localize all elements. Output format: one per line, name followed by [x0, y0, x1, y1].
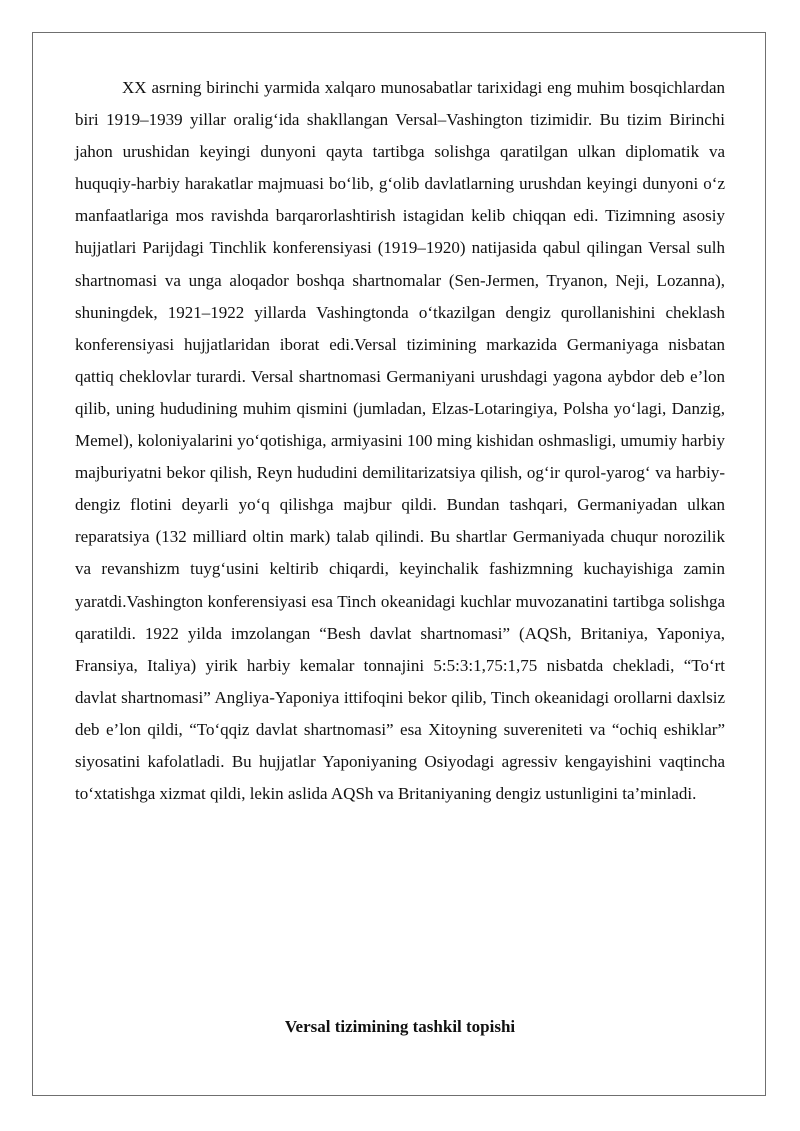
section-heading: Versal tizimining tashkil topishi	[284, 1017, 516, 1036]
body-paragraph: XX asrning birinchi yarmida xalqaro munosabatlar tarixidagi eng muhim bosqichlardan biri 1919–1939 yillar oralig‘ida shakllangan Versal–Vashington tizimidir. Bu tizim Birinchi jahon urushidan keyingi dunyoni qayta tartibga solishga qaratilgan ulkan diplomatik va huquqiy-harbiy harakatlar majmuasi bo‘lib, g‘olib davlatlarning urushdan keyingi dunyoni o‘z manfaatlariga mos ravishda barqarorlashtirish istagidan kelib chiqqan edi. Tizimning asosiy hujjatlari Parijdagi Tinchlik konferensiyasi (1919–1920) natijasida qabul qilingan Versal sulh shartnomasi va unga aloqador boshqa shartnomalar (Sen-Jermen, Tryanon, Neji, Lozanna), shuningdek, 1921–1922 yillarda Vashingtonda o‘tkazilgan dengiz qurollanishini cheklash konferensiyasi hujjatlaridan iborat edi.Versal tizimining markazida Germaniyaga nisbatan qattiq cheklovlar turardi. Versal shartnomasi Germaniyani urushdagi yagona aybdor deb e’lon qilib, uning hududining muhim qismini (jumladan, Elzas-Lotaringiya, Polsha yo‘lagi, Danzig, Memel), koloniyalarini yo‘qotishiga, armiyasini 100 ming kishidan oshmasligi, umumiy harbiy majburiyatni bekor qilish, Reyn hududini demilitarizatsiya qilish, og‘ir qurol-yarog‘ va harbiy-dengiz flotini deyarli yo‘q qilishga majbur qildi. Bundan tashqari, Germaniyadan ulkan reparatsiya (132 milliard oltin mark) talab qilindi. Bu shartlar Germaniyada chuqur norozilik va revanshizm tuyg‘usini keltirib chiqardi, keyinchalik fashizmning kuchayishiga zamin yaratdi.Vashington konferensiyasi esa Tinch okeanidagi kuchlar muvozanatini tartibga solishga qaratildi. 1922 yilda imzolangan “Besh davlat shartnomasi” (AQSh, Britaniya, Yaponiya, Fransiya, Italiya) yirik harbiy kemalar tonnajini 5:5:3:1,75:1,75 nisbatda chekladi, “To‘rt davlat shartnomasi” Angliya-Yaponiya ittifoqini bekor qilib, Tinch okeanidagi orollarni daxlsiz deb e’lon qildi, “To‘qqiz davlat shartnomasi” esa Xitoyning suvereniteti va “ochiq eshiklar” siyosatini kafolatladi. Bu hujjatlar Yaponiyaning Osiyodagi agressiv kengayishini vaqtincha to‘xtatishga xizmat qildi, lekin aslida AQSh va Britaniyaning dengiz ustunligini ta’minladi.	[75, 78, 725, 804]
